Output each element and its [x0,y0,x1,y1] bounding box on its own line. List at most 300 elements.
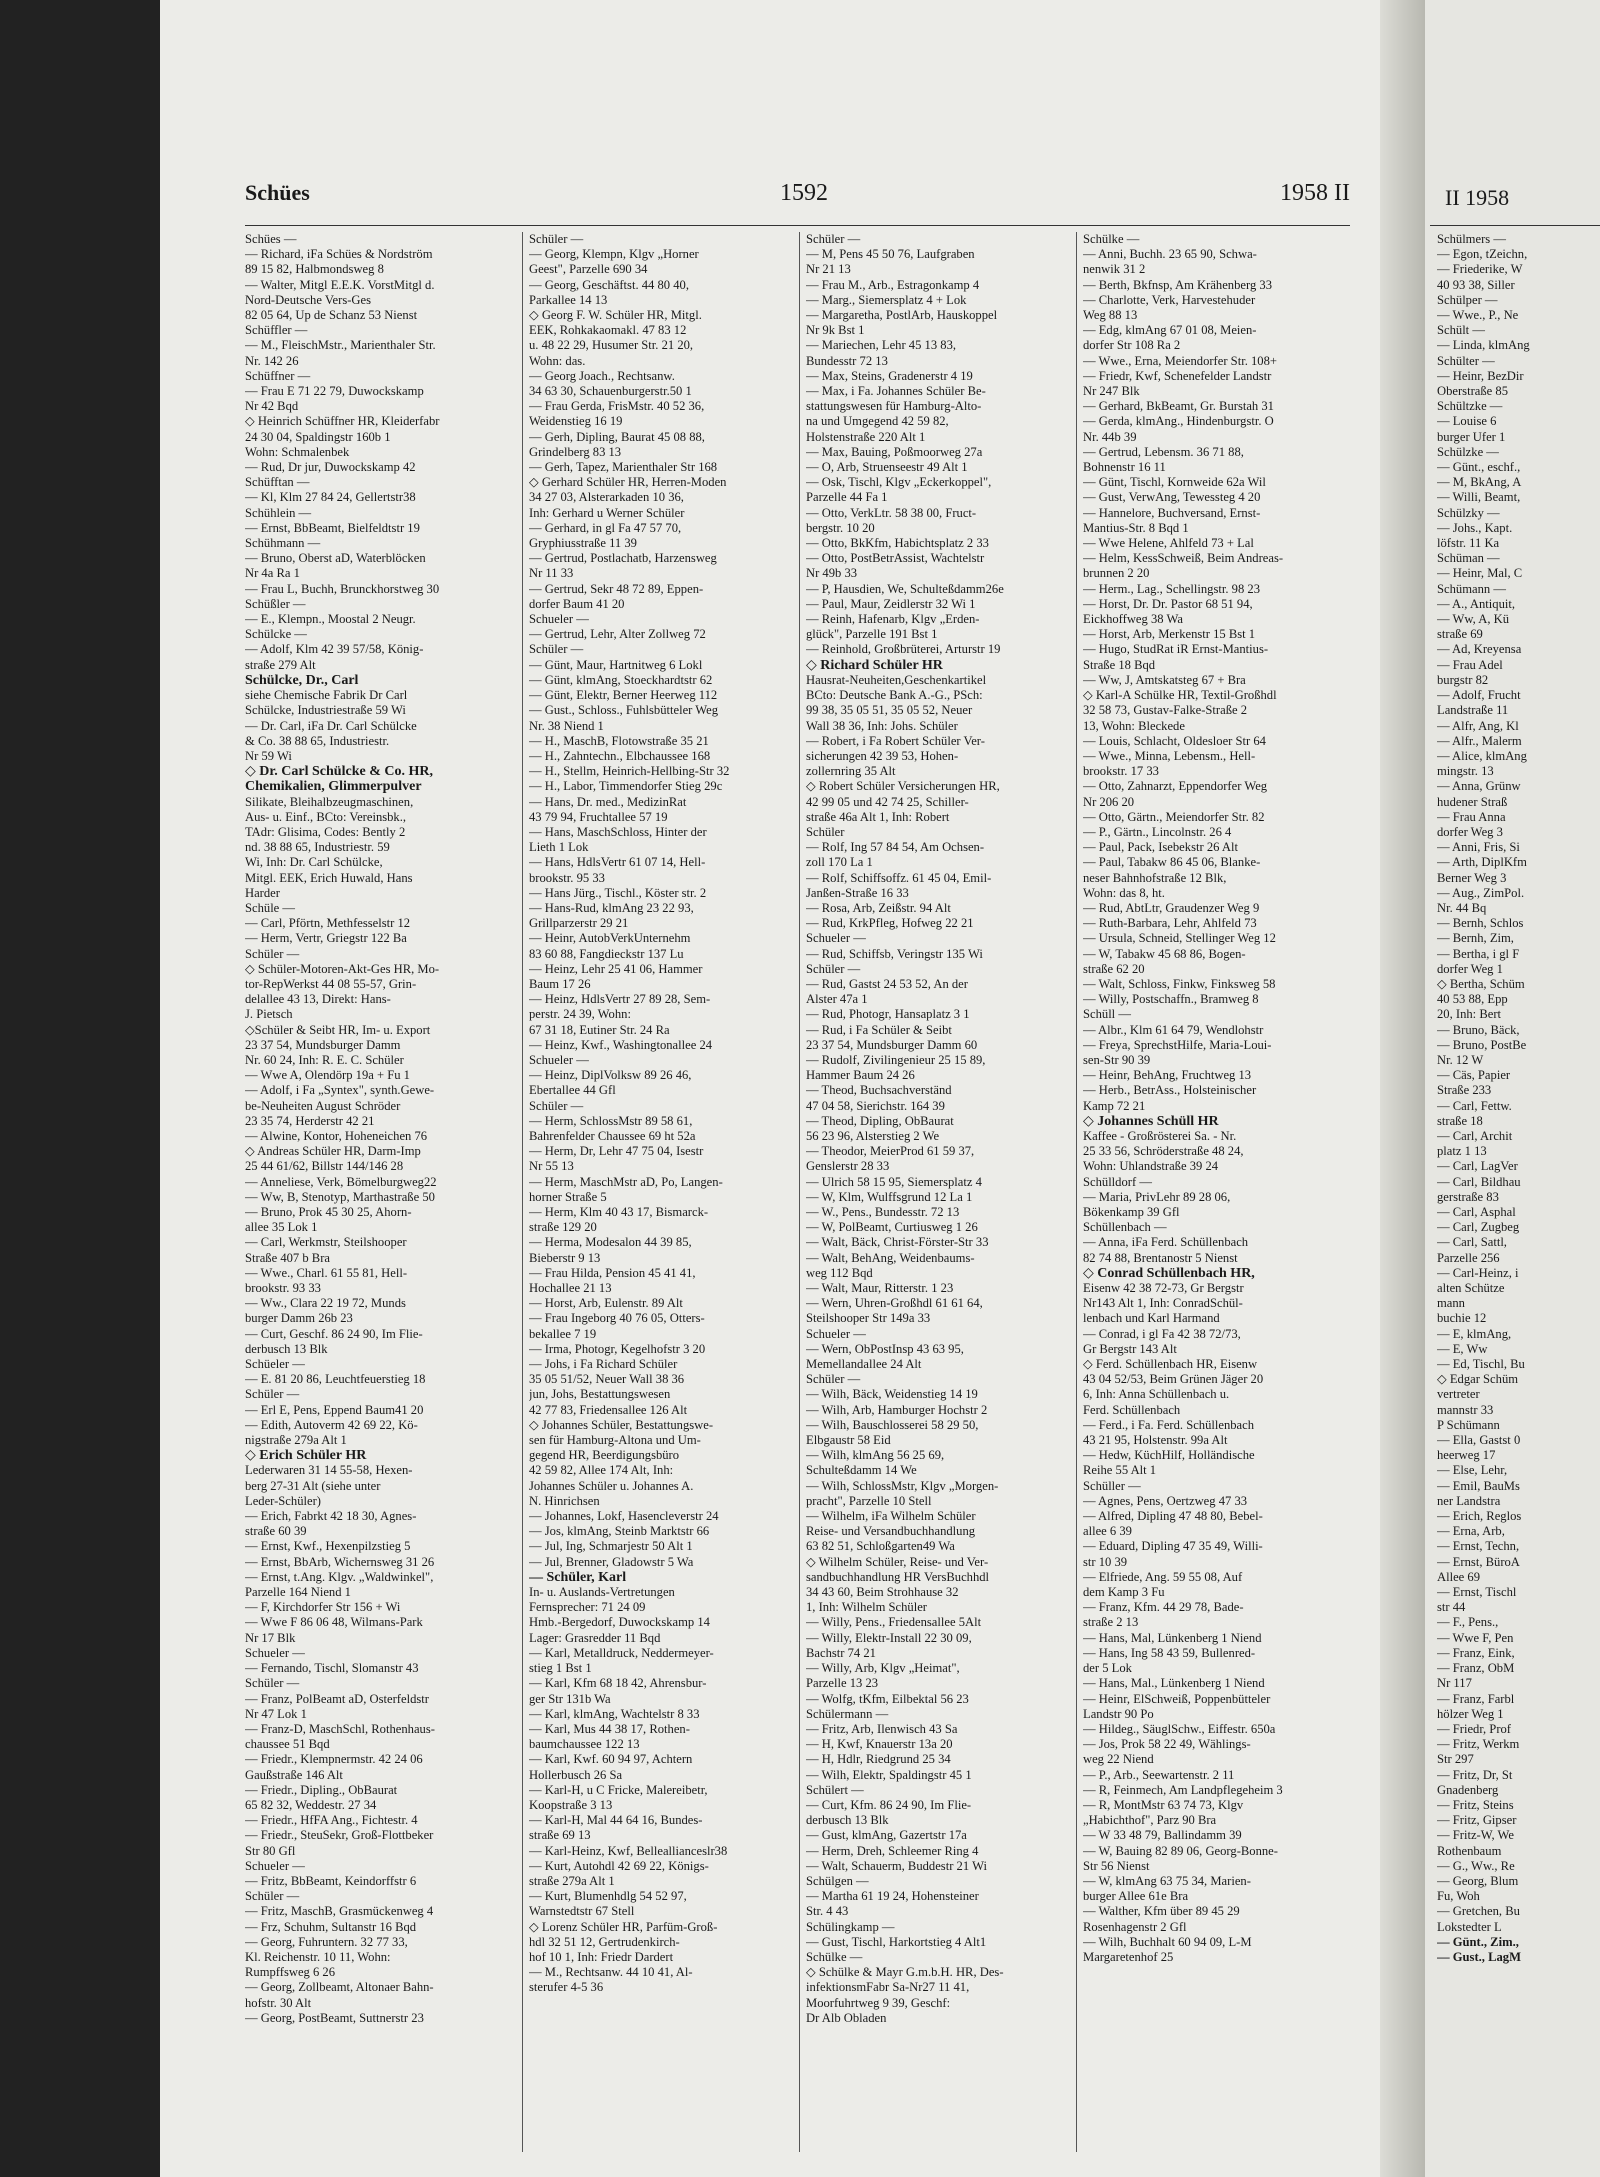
directory-entry: — Alfred, Dipling 47 48 80, Bebel- [1083,1509,1263,1524]
directory-entry: Str. 4 43 [806,1904,849,1919]
directory-entry: — F, Kirchdorfer Str 156 + Wi [245,1600,401,1615]
directory-entry: Nr 247 Blk [1083,384,1140,399]
directory-entry: — Ww, J, Amtskatsteg 67 + Bra [1083,672,1246,687]
adjacent-entry: ner Landstra [1437,1493,1501,1508]
directory-entry: Schülert — [806,1782,864,1797]
directory-entry: Harder [245,885,280,900]
directory-entry: — H., Stellm, Heinrich-Hellbing-Str 32 [529,764,730,779]
adjacent-entry: 40 53 88, Epp [1437,992,1508,1007]
directory-entry: — Karl-H, u C Fricke, Malereibetr, [529,1782,708,1797]
directory-entry: sen für Hamburg-Altona und Um- [529,1433,701,1448]
adjacent-entry: mann [1437,1296,1465,1311]
directory-entry: — Bruno, Prok 45 30 25, Ahorn- [245,1205,412,1219]
directory-entry: Steilshooper Str 149a 33 [806,1311,931,1326]
directory-entry: Memellandallee 24 Alt [806,1357,922,1372]
directory-entry: — Schüler, Karl [529,1569,627,1585]
directory-entry: — Wern, ObPostInsp 43 63 95, [806,1341,964,1356]
directory-entry: 43 04 52/53, Beim Grünen Jäger 20 [1083,1372,1264,1387]
page-number: 1592 [780,180,828,206]
directory-entry: — Margaretha, PostlArb, Hauskoppel [806,308,998,323]
directory-entry: Dr Alb Obladen [806,2010,887,2025]
directory-entry: 34 27 03, Alsterarkaden 10 36, [529,490,684,505]
directory-entry: — Gust., Schloss., Fuhlsbütteler Weg [529,703,719,718]
directory-entry: — Fritz, BbBeamt, Keindorffstr 6 [245,1873,417,1888]
directory-entry: — Otto, PostBetrAssist, Wachtelstr [806,551,985,566]
directory-entry: — Walt, Schloss, Finkw, Finksweg 58 [1083,976,1276,991]
directory-entry: — Marg., Siemersplatz 4 + Lok [806,292,967,307]
directory-entry: In- u. Auslands-Vertretungen [529,1585,675,1600]
directory-entry: 1, Inh: Wilhelm Schüler [806,1600,927,1615]
adjacent-entry: hudener Straß [1437,794,1508,809]
adjacent-entry: löfstr. 11 Ka [1437,536,1500,551]
directory-entry: nd. 38 88 65, Industriestr. 59 [245,840,390,855]
directory-entry: Schüffler — [245,323,308,338]
directory-entry: — Rosa, Arb, Zeißstr. 94 Alt [806,900,951,915]
directory-entry: Hammer Baum 24 26 [806,1068,915,1083]
adjacent-entry: — G., Ww., Re [1437,1858,1515,1873]
adjacent-entry: Schülper — [1437,292,1498,307]
directory-entry: — Herm, Vertr, Griegstr 122 Ba [245,931,407,946]
directory-entry: allee 6 39 [1083,1524,1132,1539]
directory-entry: — Reinh, Hafenarb, Klgv „Erden- [806,612,980,627]
directory-entry: — Walt, Bäck, Christ-Förster-Str 33 [806,1235,989,1250]
directory-entry: — E. 81 20 86, Leuchtfeuerstieg 18 [245,1372,426,1387]
directory-entry: — Horst, Dr. Dr. Pastor 68 51 94, [1083,596,1253,611]
directory-entry: der 5 Lok [1083,1661,1132,1676]
adjacent-entry: — Anni, Fris, Si [1437,840,1520,855]
adjacent-entry: 20, Inh: Bert [1437,1007,1502,1022]
directory-entry: — H, Hdlr, Riedgrund 25 34 [806,1752,951,1767]
directory-entry: — Georg, Klempn, Klgv „Horner [529,247,699,262]
directory-entry: Bieberstr 9 13 [529,1250,601,1265]
directory-entry: Hmb.-Bergedorf, Duwockskamp 14 [529,1615,710,1630]
directory-entry: — W, Tabakw 45 68 86, Bogen- [1083,946,1246,961]
directory-entry: — Paul, Pack, Isebekstr 26 Alt [1083,840,1238,855]
adjacent-entry: Lokstedter L [1437,1919,1502,1934]
directory-entry: perstr. 24 39, Wohn: [529,1007,631,1022]
directory-entry: — Carl, Werkmstr, Steilshooper [245,1235,407,1250]
directory-entry: Wohn: das. [529,353,586,368]
directory-entry: — Karl, klmAng, Wachtelstr 8 33 [529,1706,700,1721]
directory-entry: stieg 1 Bst 1 [529,1661,592,1676]
directory-entry: — Herm, Klm 40 43 17, Bismarck- [529,1205,709,1219]
directory-entry: — E., Klempn., Moostal 2 Neugr. [245,612,416,627]
directory-entry: Genslerstr 28 33 [806,1159,890,1174]
directory-entry: — Herm, SchlossMstr 89 58 61, [529,1113,693,1128]
directory-entry: — Karl, Kwf. 60 94 97, Achtern [529,1752,693,1767]
directory-entry: Schüler — [245,1889,300,1904]
adjacent-page-header: II 1958 [1445,185,1510,210]
adjacent-entry: — Willi, Beamt, [1437,490,1521,505]
directory-entry: Schülgen — [806,1873,869,1888]
adjacent-entry: — Ed, Tischl, Bu [1437,1357,1525,1372]
directory-entry: — Hans, Mal, Lünkenberg 1 Niend [1083,1630,1262,1645]
directory-entry: — Heinz, HdlsVertr 27 89 28, Sem- [529,992,711,1007]
directory-entry: — Herm, MaschMstr aD, Po, Langen- [529,1174,723,1189]
directory-entry: 34 43 60, Beim Strohhause 32 [806,1585,959,1600]
directory-entry: — Georg, PostBeamt, Suttnerstr 23 [245,2010,424,2025]
adjacent-entry: — Ad, Kreyensa [1437,642,1522,657]
directory-entry: Parkallee 14 13 [529,292,608,307]
directory-entry: — Otto, VerkLtr. 58 38 00, Fruct- [806,505,977,520]
directory-entry: 89 15 82, Halbmondsweg 8 [245,262,384,277]
directory-entry: Holstenstraße 220 Alt 1 [806,429,926,444]
directory-entry: — Otto, Gärtn., Meiendorfer Str. 82 [1083,809,1265,824]
directory-entry: 24 30 04, Spaldingstr 160b 1 [245,429,391,444]
directory-entry: 25 33 56, Schröderstraße 48 24, [1083,1144,1244,1159]
directory-entry: zoll 170 La 1 [806,855,873,870]
directory-entry: — Helm, KessSchweiß, Beim Andreas- [1083,551,1284,566]
directory-entry: ◇ Schülke & Mayr G.m.b.H. HR, Des- [806,1965,1004,1980]
directory-entry: Elbgaustr 58 Eid [806,1433,891,1448]
directory-entry: — Herm, Dr, Lehr 47 75 04, Isestr [529,1144,704,1159]
adjacent-entry: Schülter — [1437,353,1495,368]
directory-entry: — Freya, SprechstHilfe, Maria-Loui- [1083,1037,1272,1052]
directory-entry: gegend HR, Beerdigungsbüro [529,1448,680,1463]
adjacent-entry: — Heinr, BezDir [1437,368,1524,383]
directory-entry: — Irma, Photogr, Kegelhofstr 3 20 [529,1341,706,1356]
directory-entry: — Ursula, Schneid, Stellinger Weg 12 [1083,931,1276,946]
directory-entry: — O, Arb, Struenseestr 49 Alt 1 [806,460,968,475]
adjacent-entry: — Friedr, Prof [1437,1721,1512,1736]
directory-entry: Weidenstieg 16 19 [529,414,623,429]
directory-entry: Koopstraße 3 13 [529,1797,613,1812]
directory-entry: — Georg, Fuhruntern. 32 77 33, [245,1934,408,1949]
directory-entry: — Osk, Tischl, Klgv „Eckerkoppel", [806,475,992,490]
directory-entry: — Curt, Geschf. 86 24 90, Im Flie- [245,1326,423,1341]
directory-entry: Eickhoffweg 38 Wa [1083,612,1183,627]
directory-entry: Schüle — [245,900,296,915]
directory-entry: ◇ Georg F. W. Schüler HR, Mitgl. [529,308,702,323]
directory-entry: — Johs, i Fa Richard Schüler [529,1357,678,1372]
directory-entry: nigstraße 279a Alt 1 [245,1433,347,1448]
directory-entry: — Paul, Tabakw 86 45 06, Blanke- [1083,855,1261,870]
directory-entry: u. 48 22 29, Husumer Str. 21 20, [529,338,694,353]
directory-entry: Johannes Schüler u. Johannes A. [529,1478,694,1493]
directory-entry: — Max, i Fa. Johannes Schüler Be- [806,384,986,399]
directory-entry: Schülcke — [245,627,307,642]
directory-entry: — Kurt, Blumenhdlg 54 52 97, [529,1889,687,1904]
directory-entry: — Hans, Dr. med., MedizinRat [529,794,687,809]
adjacent-entry: burgstr 82 [1437,672,1489,687]
adjacent-entry: — Günt., Zim., [1437,1934,1519,1949]
directory-entry: — Gertrud, Postlachatb, Harzensweg [529,551,717,566]
adjacent-entry: — Franz, Farbl [1437,1691,1515,1706]
adjacent-entry: — Carl, LagVer [1437,1159,1518,1174]
directory-entry: — Günt, Elektr, Berner Heerweg 112 [529,688,718,703]
directory-entry: — Wwe., Erna, Meiendorfer Str. 108+ [1083,353,1277,368]
adjacent-entry: — Erich, Reglos [1437,1509,1522,1524]
directory-entry: ◇ Schüler-Motoren-Akt-Ges HR, Mo- [245,961,440,976]
directory-entry: — Jul, Ing, Schmarjestr 50 Alt 1 [529,1539,693,1554]
directory-entry: — H., MaschB, Flotowstraße 35 21 [529,733,709,748]
directory-entry: Nr 59 Wi [245,748,292,763]
adjacent-entry: Parzelle 256 [1437,1250,1500,1265]
directory-entry: nenwik 31 2 [1083,262,1146,277]
directory-entry: na und Umgegend 42 59 82, [806,414,949,429]
adjacent-entry: vertreter [1437,1387,1480,1402]
directory-entry: Moorfuhrtweg 9 39, Geschf: [806,1995,951,2010]
directory-entry: — Walt, Schauerm, Buddestr 21 Wi [806,1858,987,1873]
directory-entry: berg 27-31 Alt (siehe unter [245,1478,381,1493]
directory-entry: Schülldorf — [1083,1174,1152,1189]
adjacent-entry: straße 18 [1437,1113,1483,1128]
adjacent-entry: — Ernst, Techn, [1437,1539,1520,1554]
directory-entry: Baum 17 26 [529,976,591,991]
directory-entry: — Gerh, Tapez, Marienthaler Str 168 [529,460,718,475]
directory-entry: — Gerhard, BkBeamt, Gr. Burstah 31 [1083,399,1274,414]
directory-entry: Nr 21 13 [806,262,851,277]
directory-entry: derbusch 13 Blk [245,1341,328,1356]
directory-entry: — Eduard, Dipling 47 35 49, Willi- [1083,1539,1263,1554]
directory-entry: 23 37 54, Mundsburger Damm [245,1037,401,1052]
adjacent-entry: ◇ Edgar Schüm [1437,1372,1519,1387]
adjacent-entry: — Fritz-W, We [1437,1828,1514,1843]
adjacent-entry: — Erna, Arb, [1437,1524,1505,1539]
adjacent-entry: — Gust., LagM [1437,1949,1521,1964]
directory-entry: Schüfftan — [245,475,310,490]
directory-entry: — M., Rechtsanw. 44 10 41, Al- [529,1965,693,1980]
directory-entry: Schülcke, Dr., Carl [245,672,359,688]
directory-entry: 65 82 32, Weddestr. 27 34 [245,1797,377,1812]
directory-entry: — Gerda, klmAng., Hindenburgstr. O [1083,414,1274,429]
directory-entry: Nr 42 Bqd [245,399,299,414]
directory-entry: Grillparzerstr 29 21 [529,916,629,931]
directory-entry: — Wilh, SchlossMstr, Klgv „Morgen- [806,1478,999,1493]
directory-entry: BCto: Deutsche Bank A.-G., PSch: [806,688,983,703]
adjacent-entry: Nr. 12 W [1437,1052,1484,1067]
directory-entry: ger Str 131b Wa [529,1691,611,1706]
directory-entry: — Wilh, Elektr, Spaldingstr 45 1 [806,1767,972,1782]
directory-entry: Alster 47a 1 [806,992,868,1007]
adjacent-entry: — Carl, Fettw. [1437,1098,1512,1113]
directory-entry: Schülermann — [806,1706,889,1721]
directory-entry: — Willy, Elektr-Install 22 30 09, [806,1630,972,1645]
directory-entry: — Jos, klmAng, Steinb Marktstr 66 [529,1524,710,1539]
directory-entry: — Georg Joach., Rechtsanw. [529,368,675,383]
directory-entry: Parzelle 44 Fa 1 [806,490,888,505]
directory-entry: Nr. 38 Niend 1 [529,718,604,733]
directory-column-3 [799,232,1074,2152]
adjacent-entry: — Frau Adel [1437,657,1503,672]
adjacent-entry: dorfer Weg 1 [1437,961,1503,976]
directory-entry: hofstr. 30 Alt [245,1995,312,2010]
adjacent-entry: — Alfr, Ang, Kl [1437,718,1519,733]
directory-entry: — P., Gärtn., Lincolnstr. 26 4 [1083,824,1232,839]
directory-entry: — Horst, Arb, Merkenstr 15 Bst 1 [1083,627,1256,642]
directory-entry: weg 22 Niend [1083,1752,1154,1767]
directory-entry: Chemikalien, Glimmerpulver [245,779,422,795]
adjacent-entry: Nr. 44 Bq [1437,900,1487,915]
directory-entry: — Karl, Metalldruck, Neddermeyer- [529,1645,714,1660]
directory-entry: sen-Str 90 39 [1083,1052,1151,1067]
adjacent-entry: — Linda, klmAng [1437,338,1530,353]
directory-entry: — Conrad, i gl Fa 42 38 72/73, [1083,1326,1241,1341]
directory-entry: Rosenhagenstr 2 Gfl [1083,1919,1187,1934]
directory-entry: Str 56 Nienst [1083,1858,1150,1873]
directory-entry: Eisenw 42 38 72-73, Gr Bergstr [1083,1281,1244,1296]
directory-entry: Schueler — [245,1645,305,1660]
directory-entry: Lederwaren 31 14 55-58, Hexen- [245,1463,413,1478]
directory-entry: Wohn: Uhlandstraße 39 24 [1083,1159,1219,1174]
directory-entry: — Gust, VerwAng, Tewessteg 4 20 [1083,490,1261,505]
adjacent-entry: hölzer Weg 1 [1437,1706,1504,1721]
directory-entry: straße 62 20 [1083,961,1145,976]
directory-entry: Nr 49b 33 [806,566,858,581]
directory-entry: — R, Feinmech, Am Landpflegeheim 3 [1083,1782,1283,1797]
directory-entry: — Gertrud, Sekr 48 72 89, Eppen- [529,581,704,596]
directory-entry: 42 59 82, Allee 174 Alt, Inh: [529,1463,674,1478]
adjacent-entry: — Ernst, Tischl [1437,1585,1517,1600]
adjacent-entry: gerstraße 83 [1437,1189,1499,1204]
directory-entry: sterufer 4-5 36 [529,1980,604,1995]
page-edge [1380,0,1425,2177]
directory-entry: Lieth 1 Lok [529,840,589,855]
adjacent-entry: — Wwe., P., Ne [1437,308,1519,323]
directory-entry: burger Allee 61e Bra [1083,1889,1189,1904]
directory-entry: — Louis, Schlacht, Oldesloer Str 64 [1083,733,1266,748]
adjacent-entry: — Heinr, Mal, C [1437,566,1523,581]
adjacent-entry: — Günt., eschf., [1437,460,1521,475]
adjacent-entry: — Carl, Zugbeg [1437,1220,1520,1235]
adjacent-page-column [1437,232,1597,1965]
directory-entry: — R, MontMstr 63 74 73, Klgv [1083,1797,1244,1812]
directory-entry: 25 44 61/62, Billstr 144/146 28 [245,1159,404,1174]
directory-entry: Nr 55 13 [529,1159,574,1174]
directory-entry: — Wilh, klmAng 56 25 69, [806,1448,945,1463]
directory-entry: ◇ Johannes Schüler, Bestattungswe- [529,1417,714,1432]
directory-entry: — Berth, Bkfnsp, Am Krähenberg 33 [1083,277,1272,292]
adjacent-entry: Fu, Woh [1437,1889,1480,1904]
directory-entry: Schüler — [806,961,861,976]
adjacent-entry: Landstraße 11 [1437,703,1509,718]
directory-columns [245,232,1360,2152]
directory-entry: Schüler — [806,1372,861,1387]
directory-entry: — Wilh, Buchhalt 60 94 09, L-M [1083,1934,1252,1949]
adjacent-entry: Gnadenberg [1437,1782,1499,1797]
directory-entry: ◇ Heinrich Schüffner HR, Kleiderfabr [245,414,440,429]
directory-entry: — Theodor, MeierProd 61 59 37, [806,1144,975,1159]
directory-entry: Schüllenbach — [1083,1220,1167,1235]
directory-entry: Schülingkamp — [806,1919,895,1934]
adjacent-entry: Schültzke — [1437,399,1503,414]
directory-entry: zollernring 35 Alt [806,764,896,779]
directory-entry: Hollerbusch 26 Sa [529,1767,623,1782]
directory-entry: — Walther, Kfm über 89 45 29 [1083,1904,1240,1919]
adjacent-entry: — A., Antiquit, [1437,596,1516,611]
directory-entry: — Frau Hilda, Pension 45 41 41, [529,1265,696,1280]
directory-entry: — Max, Bauing, Poßmoorweg 27a [806,444,983,459]
directory-entry: — Hans, MaschSchloss, Hinter der [529,824,707,839]
directory-entry: — Johannes, Lokf, Hasencleverstr 24 [529,1509,719,1524]
directory-entry: — Friedr., SteuSekr, Groß-Flottbeker [245,1828,434,1843]
directory-entry: 63 82 51, Schloßgarten49 Wa [806,1539,955,1554]
directory-entry: Nr143 Alt 1, Inh: ConradSchül- [1083,1296,1243,1311]
directory-entry: straße 279 Alt [245,657,316,672]
directory-entry: — Günt, Maur, Hartnitweg 6 Lokl [529,657,703,672]
directory-entry: — Hans, Ing 58 43 59, Bullenred- [1083,1645,1256,1660]
directory-entry: — Wilhelm, iFa Wilhelm Schüler [806,1509,976,1524]
directory-entry: hof 10 1, Inh: Friedr Dardert [529,1949,674,1964]
directory-entry: Bahrenfelder Chaussee 69 ht 52a [529,1128,696,1143]
directory-entry: — Hannelore, Buchversand, Ernst- [1083,505,1261,520]
directory-entry: 82 05 64, Up de Schanz 53 Nienst [245,308,418,323]
directory-entry: Janßen-Straße 16 33 [806,885,909,900]
directory-entry: — Rud, Dr jur, Duwockskamp 42 [245,460,416,475]
directory-entry: Silikate, Bleihalbzeugmaschinen, [245,794,414,809]
directory-entry: 47 04 58, Sierichstr. 164 39 [806,1098,945,1113]
directory-entry: — Rud, i Fa Schüler & Seibt [806,1022,952,1037]
directory-entry: — Karl-H, Mal 44 64 16, Bundes- [529,1813,703,1828]
directory-entry: Ebertallee 44 Gfl [529,1083,616,1098]
directory-entry: Schülke — [1083,232,1140,246]
directory-entry: — Wwe., Charl. 61 55 81, Hell- [245,1265,408,1280]
directory-entry: — Walt, Maur, Ritterstr. 1 23 [806,1281,954,1296]
adjacent-entry: — Franz, Eink, [1437,1645,1515,1660]
directory-entry: — Wwe A, Olendörp 19a + Fu 1 [245,1068,410,1083]
directory-entry: — Karl-Heinz, Kwf, Belleallianceslr38 [529,1843,728,1858]
adjacent-entry: platz 1 13 [1437,1144,1487,1159]
directory-entry: — Anna, iFa Ferd. Schüllenbach [1083,1235,1249,1250]
adjacent-entry: — Aug., ZimPol. [1437,885,1525,900]
directory-entry: straße 2 13 [1083,1615,1139,1630]
directory-entry: Kamp 72 21 [1083,1098,1146,1113]
directory-entry: — Hans Jürg., Tischl., Köster str. 2 [529,885,707,900]
adjacent-entry: — Adolf, Frucht [1437,688,1521,703]
directory-entry: 6, Inh: Anna Schüllenbach u. [1083,1387,1230,1402]
directory-entry: 42 99 05 und 42 74 25, Schiller- [806,794,969,809]
directory-entry: Str 80 Gfl [245,1843,296,1858]
directory-entry: str 10 39 [1083,1554,1128,1569]
adjacent-entry: — Fritz, Dr, St [1437,1767,1513,1782]
directory-entry: — Georg, Zollbeamt, Altonaer Bahn- [245,1980,434,1995]
directory-entry: — Georg, Geschäftst. 44 80 40, [529,277,689,292]
directory-entry: ◇ Conrad Schüllenbach HR, [1083,1265,1255,1281]
directory-entry: — Frau L, Buchh, Brunckhorstweg 30 [245,581,440,596]
directory-entry: infektionsmFabr Sa-Nr27 11 41, [806,1980,970,1995]
adjacent-entry: Schüman — [1437,551,1500,566]
directory-entry: Wi, Inh: Dr. Carl Schülcke, [245,855,383,870]
adjacent-entry: — Emil, BauMs [1437,1478,1520,1493]
directory-entry: — Richard, iFa Schües & Nordström [245,247,433,262]
directory-entry: — Ernst, t.Ang. Klgv. „Waldwinkel", [245,1569,434,1584]
directory-entry: Reise- und Versandbuchhandlung [806,1524,976,1539]
directory-entry: — Paul, Maur, Zeidlerstr 32 Wi 1 [806,596,976,611]
directory-entry: — Karl, Mus 44 38 17, Rothen- [529,1721,690,1736]
directory-entry: — Hans, Mal., Lünkenberg 1 Niend [1083,1676,1265,1691]
directory-entry: — Frau E 71 22 79, Duwockskamp [245,384,424,399]
directory-entry: — Wwe F 86 06 48, Wilmans-Park [245,1615,423,1630]
directory-entry: — Hugo, StudRat iR Ernst-Mantius- [1083,642,1269,657]
directory-entry: — Friedr, Kwf, Schenefelder Landstr [1083,368,1272,383]
directory-entry: Schueler — [245,1858,305,1873]
directory-entry: — Willy, Arb, Klgv „Heimat", [806,1661,960,1676]
directory-entry: — Wwe Helene, Ahlfeld 73 + Lal [1083,536,1254,551]
directory-entry: pracht", Parzelle 10 Stell [806,1493,932,1508]
directory-entry: Nr 9k Bst 1 [806,323,865,338]
directory-entry: Inh: Gerhard u Werner Schüler [529,505,685,520]
directory-column-2 [522,232,797,2152]
directory-entry: — Friedr., HfFA Ang., Fichtestr. 4 [245,1813,418,1828]
adjacent-entry: Schülmers — [1437,232,1506,246]
directory-entry: — Carl, Pförtn, Methfesselstr 12 [245,916,411,931]
directory-entry: — Otto, BkKfm, Habichtsplatz 2 33 [806,536,989,551]
directory-entry: — Wilh, Bauschlosserei 58 29 50, [806,1417,979,1432]
directory-entry: — Wilh, Bäck, Weidenstieg 14 19 [806,1387,978,1402]
adjacent-entry: — Carl, Archit [1437,1128,1513,1143]
directory-entry: — M., FleischMstr., Marienthaler Str. [245,338,436,353]
directory-entry: Schueler — [529,612,589,627]
